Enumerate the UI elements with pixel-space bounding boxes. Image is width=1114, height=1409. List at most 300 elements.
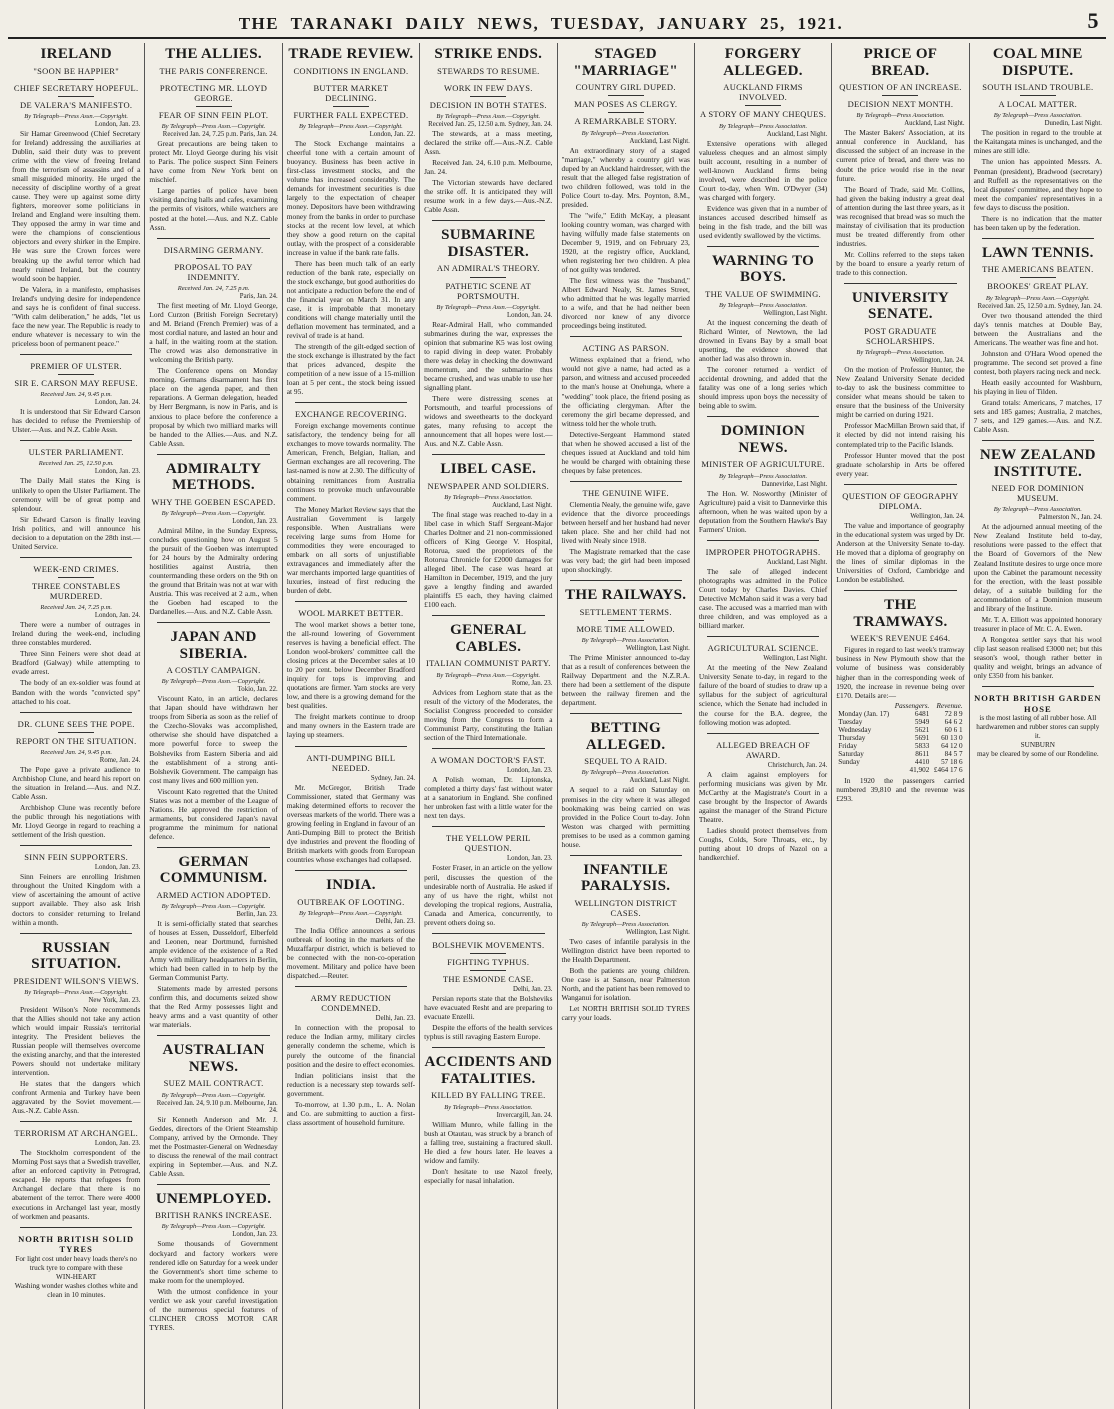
article-paragraph: Figures in regard to last week's tramway business in New Plymouth show that the volume of business was considerably higher than in the corresponding week of 1920, the increase in revenue being over £170. Details are:— (836, 645, 965, 700)
article-byline: By Telegraph—Press Association. (444, 1103, 533, 1111)
article-subheading: THE YELLOW PERIL QUESTION. (446, 833, 531, 854)
article-byline: By Telegraph—Press Assn.—Copyright. (161, 1091, 266, 1099)
table-cell: 60 6 1 (944, 725, 963, 734)
article-subheading: A LOCAL MATTER. (998, 99, 1078, 110)
article-paragraph: William Munro, while falling in the bush at Otautau, was struck by a branch of a falling tree, sustaining a fractured skull. He died a few hours later. He leaves a widow and family. (424, 1119, 553, 1165)
article-paragraph: The first witness was the "husband," Albert Edward Nealy, St. James Street, who admitted that he was legally married to a wife, and that he had neither been divorced nor knew of any divorce proceedings being instituted. (561, 276, 690, 331)
article-subheading: ULSTER PARLIAMENT. (28, 447, 124, 458)
article (699, 253, 827, 411)
article-headline: PRICE OF BREAD. (863, 46, 938, 79)
article-headline: ADMIRALTY METHODS. (165, 460, 262, 494)
article-subheading: AN ADMIRAL'S THEORY. (436, 263, 540, 274)
article-dateline: Rome, Jan. 23. (511, 679, 553, 687)
article-paragraph: Sir Kenneth Anderson and Mr. J. Geddes, directors of the Orient Steamship Company, arrived by the Ormonde. They met the Postmaster-General on Wednesday to discuss the renewal of the mail contract expiring in September.—Aus. and N.Z. Cable Assn. (149, 1114, 278, 1178)
article-separator (432, 220, 544, 221)
article-paragraph: Witness explained that a friend, who would not give a name, had acted as a parson, and witness and accused proceeded to the man's house at Onehunga, where a "wedding" took place, the friend posing as the officiating clergyman. After the ceremony the girl became depressed, and witness told her the whole truth. (561, 355, 690, 428)
article-subheading: MINISTER OF AGRICULTURE. (701, 459, 825, 470)
article-subheading: SINN FEIN SUPPORTERS. (24, 852, 129, 863)
article (12, 940, 140, 1116)
article-paragraph: Foreign exchange movements continue satisfactory, the tendency being for all exchanges to move towards normality. The American, French, Belgian, Italian, and German exchanges are all recovering. The last-named is now at 2.30. The difficulty of obtaining remittances from Australia continues to provoke much unfavourable comment. (286, 421, 416, 503)
article-byline: By Telegraph—Press Association. (719, 472, 808, 480)
article-dateline: Delhi, Jan. 23. (375, 917, 416, 925)
article-byline: By Telegraph—Press Assn.—Copyright. (299, 123, 403, 131)
column-4 (420, 43, 557, 1409)
article-dateline: Palmerston N., Jan. 24. (1038, 514, 1102, 522)
table-cell: 60 13 0 (941, 733, 963, 742)
article-headline: UNIVERSITY SENATE. (851, 289, 950, 323)
article-paragraph: The Master Bakers' Association, at its annual conference in Auckland, has discussed the subject of an increase in the current price of bread, and there was no doubt the price would rise in the near future. (836, 128, 965, 183)
table-total-row (836, 766, 964, 774)
article-paragraph: The sale of alleged indecent photographs was admitted in the Police Court today by Charles Davies. Chief Detective McMahon said it was a very bad case. The accused was a married man with three children, and was employed as a billiard marker. (698, 566, 828, 631)
article-subheading: THE PARIS CONFERENCE. (159, 65, 268, 76)
article (699, 740, 827, 863)
masthead-title: THE TARANAKI DAILY NEWS, TUESDAY, JANUARY 25, 1921. (238, 14, 844, 33)
article-separator (707, 416, 819, 417)
article-paragraph: Detective-Sergeant Hammond stated that when he showed accused a list of the cheques issued at Auckland and told him he would be charged with obtaining these cheques by false pretences. (561, 429, 690, 475)
advertisement (12, 1234, 140, 1300)
subheading-rule (608, 112, 644, 113)
article-subheading: ARMED ACTION ADOPTED. (156, 889, 271, 900)
article-paragraph: The Pope gave a private audience to Archbishop Clune, and heard his report on the situation in Ireland.—Aus. and N.Z. Cable Assn. (12, 764, 141, 802)
article-separator (295, 986, 407, 987)
article-subheading: CHIEF SECRETARY HOPEFUL. (13, 82, 139, 93)
subheading-rule (608, 95, 644, 96)
article-separator (20, 712, 132, 713)
article-separator (432, 454, 544, 455)
table-cell: 5621 (914, 725, 930, 734)
article (699, 547, 827, 630)
article (12, 719, 140, 840)
article-subheading: ANTI-DUMPING BILL NEEDED. (306, 752, 396, 773)
article-paragraph: Large parties of police have been visiting dancing halls and cafes, examining the permits of visitors, while watchers are posted at the hotel.—Aus. and N.Z. Cable Assn. (149, 186, 278, 232)
article-paragraph: The freight markets continue to droop and many owners in the Eastern trade are laying up steamers. (286, 712, 416, 740)
article-subheading: POST GRADUATE SCHOLARSHIPS. (864, 325, 937, 347)
article-subheading: A REMARKABLE STORY. (574, 116, 677, 127)
article-paragraph: Professor MacMillan Brown said that, if it elected by did not intend raising his contemplated trip to the Pacific Islands. (836, 421, 965, 449)
subheading-rule (333, 106, 369, 107)
article-separator (295, 870, 407, 871)
article (287, 993, 415, 1127)
article-paragraph: Heath easily accounted for Washburn, his playing in lieu of Tilden. (973, 377, 1102, 396)
article-separator (844, 283, 956, 284)
article-paragraph: The "wife," Edith McKay, a pleasant looking country woman, was charged with having wilfully made false statements on December 9, 1919, and on February 23, 1920, at the registry office, Auckland, when registering her two children. A plea of not guilty was tendered. (561, 210, 690, 274)
article (149, 46, 277, 232)
article (12, 361, 140, 434)
article-dateline: Tokio, Jan. 22. (237, 686, 278, 694)
advertisement-line: may be cleared by some of our Rondeline. (976, 750, 1099, 759)
article-paragraph: The Stockholm correspondent of the Morning Post says that a Swedish traveller, after an enforced captivity in Petrograd, escaped. He reports that refugees from Archangel declare that there is no abatement of the terror. There were 4000 executions in Archangel last year, mostly of workmen and peasants. (12, 1148, 141, 1221)
article (974, 447, 1102, 680)
article-paragraph: The Conference opens on Monday morning. Germans disarmament has first place on the agenda paper, and then reparations. A German delegation, headed by Herr Bergmann, is now in Paris, and is anxious to place before the conference a proposal by which two milliard marks will be handed to the Allies.—Aus. and N.Z. Cable Assn. (149, 366, 278, 448)
article-paragraph: The final stage was reached to-day in a libel case in which Staff Sergeant-Major Charles Doltner and 21 non-commissioned officers of King George V. Hospital, Rotorua, sued the proprietors of the Rotorua Chronicle for £2000 damages for alleged libel. The case was heard at Hamilton in December, 1919, and the jury gave a lengthy finding and awarded plaintiffs £5 each, they having claimed £100 each. (424, 510, 553, 610)
article (12, 46, 140, 348)
article-headline: STRIKE ENDS. (434, 46, 543, 62)
article-headline: THE RAILWAYS. (565, 587, 687, 604)
article-byline: By Telegraph—Press Assn.—Copyright. (436, 303, 541, 311)
table-total-cell: £464 17 6 (933, 765, 963, 774)
article-separator (432, 1047, 544, 1048)
article-subheading: PROPOSAL TO PAY INDEMNITY. (174, 261, 253, 282)
article-paragraph: The Victorian stewards have declared the strike off. It is anticipated they will resume work in a few days.—Aus.-N.Z. Cable Assn. (424, 178, 553, 215)
article-byline: By Telegraph—Press Assn.—Copyright. (24, 113, 129, 121)
article-subheading: STEWARDS TO RESUME. (437, 65, 540, 76)
subheading-rule (58, 96, 94, 97)
article-separator (295, 402, 407, 403)
article-subheading: ACTING AS PARSON. (582, 343, 670, 354)
article-dateline: Sydney, Jan. 24. (370, 774, 416, 782)
article (562, 343, 690, 475)
article-subheading: ARMY REDUCTION CONDEMNED. (310, 993, 392, 1014)
article-subheading: THREE CONSTABLES MURDERED. (31, 580, 121, 602)
article-paragraph: At the meeting of the New Zealand University Senate to-day, in regard to the failure of the board of studies to draw up a syllabus for the subject of agricultural science, which the Senate had included in the course for the B.A. degree, the following motion was adopted. (698, 663, 828, 727)
article-subheading: FEAR OF SINN FEIN PLOT. (158, 110, 269, 121)
subheading-rule (470, 96, 506, 97)
article-separator (295, 601, 407, 602)
table-cell: 57 18 6 (941, 757, 963, 766)
subheading-rule (58, 79, 94, 80)
article-paragraph: De Valera, in a manifesto, emphasises Ireland's undying desire for independence and says he is confident of final success. "With calm deliberation," he adds, "let us face the new year. The Republic is ready to endure whatever is necessary to win the priceless boon of permanent peace." (12, 284, 141, 348)
article-dateline: Wellington, Last Night. (625, 645, 690, 653)
article-paragraph: The Prime Minister announced to-day that as a result of conferences between the Railway Department and the N.Z.R.A. there had been a settlement of the dispute between the railway firemen and the department. (561, 653, 690, 708)
table-cell: Saturday (838, 749, 864, 758)
article-paragraph: Foster Fraser, in an article on the yellow peril, discusses the question of the undesirable north of Australia. He asked if any of us have the right, whilst not developing the tropical regions, Australia, Canada and America, concurrently, to prevent others doing so. (424, 863, 553, 927)
table-cell: 72 8 9 (944, 709, 963, 718)
article-paragraph: The wool market shows a better tone, the all-round lowering of Government reserves is having a beneficial effect. The London wool-brokers' committee call the closing prices at the December sales at 10 to 20 per cent. below December Bradford inquiry for tops is improving and quotations are firmer. Yarn stocks are very low, and there is a growing demand for the best qualities. (286, 620, 416, 711)
article-paragraph: Three Sinn Feiners were shot dead at Bradford (Galway) while attempting to evade arrest. (12, 649, 141, 677)
article-separator (570, 713, 682, 714)
article-paragraph: Sir Edward Carson is finally leaving Irish politics, and will announce his decision to a deputation on the 28th inst.—United Service. (12, 514, 141, 551)
table-row (836, 710, 964, 718)
article-separator (20, 1121, 132, 1122)
article-paragraph: Despite the efforts of the health services typhus is still ravaging Eastern Europe. (424, 1023, 553, 1042)
article-paragraph: On the motion of Professor Hunter, the New Zealand University Senate decided to-day to ask the business committee to consider what means should be taken to ensure that the business of the University might be carried on during 1921. (836, 365, 965, 420)
article (12, 564, 140, 706)
article-separator (707, 540, 819, 541)
article-dateline: Auckland, Last Night. (904, 120, 965, 128)
article (562, 46, 690, 330)
article-separator (844, 590, 956, 591)
article (424, 227, 552, 448)
article-byline: Received Jan. 24, 7.25 p.m. (40, 604, 113, 612)
article-subheading: AGRICULTURAL SCIENCE. (707, 643, 819, 654)
table-cell: 64 6 2 (944, 717, 963, 726)
article-headline: AUSTRALIAN NEWS. (162, 1042, 265, 1075)
article-dateline: Christchurch, Jan. 24. (767, 761, 828, 769)
article-dateline: London, Jan. 23. (507, 766, 553, 774)
article-subheading: DR. CLUNE SEES THE POPE. (17, 718, 135, 729)
article-separator (432, 826, 544, 827)
article-headline: ACCIDENTS AND FATALITIES. (424, 1054, 553, 1087)
article-headline: INFANTILE PARALYSIS. (581, 861, 671, 895)
article-separator (20, 933, 132, 934)
article-paragraph: Grand totals: Americans, 7 matches, 17 sets and 185 games; Australia, 2 matches, 7 sets, and 129 games.—Aus. and N.Z. Cable Assn. (973, 397, 1102, 434)
subheading-rule (470, 953, 506, 954)
article-paragraph: A Polish woman, Dr. Liptonska, completed a thirty days' fast without water at a sanatorium in England. She confined her unbroken fast with a little water for the next ten days. (424, 774, 553, 821)
column-2 (145, 43, 282, 1409)
article-byline: By Telegraph—Press Association. (856, 112, 945, 120)
article-paragraph: Persian reports state that the Bolsheviks have evacuated Resht and are preparing to evacuate Enzelli. (424, 994, 553, 1022)
article-byline: By Telegraph—Press Assn.—Copyright. (24, 988, 129, 996)
article-paragraph: He states that the dangers which confront Armenia and Turkey have been aggravated by the Soviet movement.—Aus.-N.Z. Cable Assn. (12, 1079, 141, 1116)
article-dateline: Received Jan. 24, 9.10 p.m. Melbourne, Jan. 24. (156, 1099, 278, 1114)
article-headline: UNEMPLOYED. (155, 1190, 272, 1207)
table-cell: Sunday (838, 757, 860, 766)
advertisement-line: is the most lasting of all rubber hose. All hardwaremen and rubber stores can supply it. (976, 714, 1100, 741)
article-paragraph: Two cases of infantile paralysis in the Wellington district have been reported to the Health Department. (561, 937, 690, 965)
article (836, 290, 964, 478)
subheading-rule (608, 620, 644, 621)
article-subheading: REPORT ON THE SITUATION. (15, 735, 137, 746)
article-separator (157, 454, 269, 455)
table-cell: Tuesday (838, 717, 863, 726)
article-dateline: Dannevirke, Last Night. (761, 480, 828, 488)
article-headline: INDIA. (326, 877, 376, 894)
article-paragraph: Admiral Milne, in the Sunday Express, concludes questioning how on August 5 the pursuit of the Goeben was interrupted for 24 hours by the Admiralty ordering hostilities against Austria, then countermanding these orders on the 9th on the ground that Britain was not at war with Austria. This was received at 2 a.m., when the Goeben had escaped to the Dardanelles.—Aus. and N.Z. Cable Assn. (149, 525, 278, 617)
article-byline: By Telegraph—Press Assn.—Copyright. (161, 678, 266, 686)
article-headline: THE TRAMWAYS. (853, 597, 948, 630)
article-paragraph: It is semi-officially stated that searches of houses at Essen, Dusseldorf, Elberfeld and Leonen, near Dortmund, furnished ample evidence of the existence of a Red Army with military headquarters in Berlin, which had been called in to help by the German Communist Party. (149, 919, 278, 983)
article-byline: By Telegraph—Press Association. (581, 921, 670, 929)
article-subheading: CONDITIONS IN ENGLAND. (293, 65, 409, 76)
article-subheading: SEQUEL TO A RAID. (584, 756, 668, 767)
advertisement-line: WIN-HEART (56, 1272, 97, 1281)
article-paragraph: Let NORTH BRITISH SOLID TYRES carry your loads. (561, 1004, 690, 1023)
article-subheading: NEWSPAPER AND SOLDIERS. (427, 480, 550, 491)
article-dateline: London, Jan. 23. (94, 121, 141, 129)
article-subheading: DECISION IN BOTH STATES. (429, 99, 547, 110)
article-separator (157, 1184, 269, 1185)
article-separator (982, 440, 1094, 441)
article-paragraph: The position in regard to the trouble at the Kaitangata mines is unchanged, and the mines are still idle. (973, 128, 1102, 156)
subheading-rule (196, 258, 232, 259)
article-paragraph: To-morrow, at 1.30 p.m., L. A. Nolan and Co. are submitting to auction a first-class assortment of household furniture. (286, 1099, 416, 1127)
article-paragraph: Don't hesitate to use Nazol freely, especially for nasal inhalation. (424, 1166, 553, 1185)
article-paragraph: Clementia Nealy, the genuine wife, gave evidence that the divorce proceedings between herself and her husband had never taken place. She and her child had not lived with Nealy since 1918. (561, 499, 690, 546)
article-separator (295, 746, 407, 747)
article-separator (844, 484, 956, 485)
subheading-rule (58, 374, 94, 375)
article (974, 245, 1102, 434)
article-headline: TRADE REVIEW. (288, 46, 414, 62)
table-header-cell (836, 702, 892, 710)
article-subheading: BROOKES' GREAT PLAY. (987, 281, 1089, 292)
article-dateline: Wellington, Jan. 24. (910, 513, 965, 520)
column-8 (970, 43, 1106, 1409)
table-cell: 5949 (914, 717, 930, 726)
table-header-cell: Passengers. (894, 701, 930, 710)
article-separator (432, 615, 544, 616)
article-byline: By Telegraph—Press Assn.—Copyright. (436, 113, 541, 121)
table-total-cell (836, 766, 892, 774)
article-byline: By Telegraph—Press Assn.—Copyright. (161, 1223, 266, 1231)
article (424, 940, 552, 1042)
article (836, 597, 964, 802)
article-separator (157, 847, 269, 848)
article-headline: LIBEL CASE. (440, 461, 537, 478)
article-separator (707, 246, 819, 247)
article-paragraph: An extraordinary story of a staged "marriage," whereby a country girl was duped by an Auckland hairdresser, with the result that the alleged false registration of two children followed, was told in the Police Court to-day. Mrs. Poynton, 8.M., presided. (561, 145, 690, 209)
article-headline: LAWN TENNIS. (981, 244, 1094, 261)
article (699, 643, 827, 726)
article-paragraph: Evidence was given that in a number of instances accused described himself as being in the fish trade, and the bill was used evidently swallowed by the victims. (698, 203, 828, 240)
subheading-rule (745, 105, 781, 106)
article-paragraph: Over two thousand attended the third day's tennis matches at Double Bay, between the Australians and the Americans. The weather was fine and hot. (973, 310, 1102, 347)
article-subheading: MAN POSES AS CLERGY. (574, 99, 678, 110)
article-subheading: WHY THE GOEBEN ESCAPED. (151, 496, 276, 507)
article-byline: Received Jan. 24, 9.45 p.m. (40, 391, 113, 399)
advertisement-heading: NORTH BRITISH SOLID TYRES (18, 1233, 135, 1255)
article-paragraph: The stewards, at a mass meeting, declared the strike off.—Aus.-N.Z. Cable Assn. (424, 129, 553, 157)
article-byline: By Telegraph—Press Association. (719, 302, 808, 310)
article-dateline: Invercargill, Jan. 24. (496, 1111, 553, 1119)
article-paragraph: The union has appointed Messrs. A. Penman (president), Bradwood (secretary) and Ruffell as the representatives on the local disputes' committee, and they hope to meet the companies' representatives in a few days to discuss the position. (973, 157, 1102, 212)
article-paragraph: The Money Market Review says that the Australian Government is largely responsible. When Australians were receiving large sums from Home for commodities they were encouraged to embark on all sorts of unjustifiable extravagances and immediately after the war merchants imported large quantities of luxuries, instead of first reducing the burden of debt. (286, 504, 416, 595)
article-byline: By Telegraph—Press Assn.—Copyright. (161, 509, 266, 517)
article-paragraph: The Magistrate remarked that the case was very bad; the girl had been imposed upon shockingly. (561, 547, 690, 575)
article-subheading: WEEK'S REVENUE £464. (850, 633, 951, 644)
article-paragraph: There were distressing scenes at Portsmouth, and tearful processions of widows and sweethearts to the dockyard gates, many refusing to accept the announcement that all hopes were lost.—Aus. and N.Z. Cable Assn. (424, 394, 553, 449)
article-headline: NEW ZEALAND INSTITUTE. (979, 447, 1096, 480)
article-subheading: MORE TIME ALLOWED. (576, 623, 675, 634)
article-byline: By Telegraph—Press Association. (993, 112, 1082, 120)
article-separator (20, 354, 132, 355)
table-cell: 5833 (914, 741, 930, 750)
article-byline: Received Jan. 25, 12.50 p.m. (38, 460, 114, 468)
article (424, 755, 552, 820)
article-dateline: Wellington, Last Night. (763, 310, 828, 318)
article-subheading: WEEK-END CRIMES. (33, 563, 119, 574)
subheading-rule (1020, 277, 1056, 278)
article-paragraph: There is no indication that the matter has been taken up by the federation. (973, 213, 1102, 232)
article-paragraph: Mr. Collins referred to the steps taken by the board to ensure a yearly return of trade to this connection. (836, 249, 965, 277)
article (424, 833, 552, 927)
article-subheading: QUESTION OF AN INCREASE. (839, 82, 962, 92)
ad-separator (20, 1227, 132, 1228)
article (12, 1128, 140, 1220)
columns-container (8, 43, 1106, 1409)
article-subheading: PREMIER OF ULSTER. (30, 360, 122, 371)
article-subheading: BRITISH RANKS INCREASE. (155, 1210, 272, 1221)
article-subheading: A WOMAN DOCTOR'S FAST. (430, 754, 546, 765)
article-dateline: London, Jan. 24. (507, 311, 553, 319)
advertisement-line: Washing wonder washes clothes white and clean in 10 minutes. (14, 1281, 138, 1299)
article-subheading: WOOL MARKET BETTER. (298, 607, 404, 618)
article-subheading: ITALIAN COMMUNIST PARTY. (425, 658, 551, 669)
article-subheading: SIR E. CARSON MAY REFUSE. (14, 378, 138, 388)
article-subheading: THE GENUINE WIFE. (582, 487, 669, 498)
column-3 (283, 43, 420, 1409)
article-subheading: DE VALERA'S MANIFESTO. (20, 99, 133, 110)
article-subheading: COUNTRY GIRL DUPED. (575, 82, 676, 92)
article (287, 46, 415, 396)
table-cell: Thursday (838, 733, 866, 742)
article (12, 447, 140, 550)
table-cell: 5691 (914, 733, 930, 742)
article (287, 608, 415, 740)
article-subheading: THE VALUE OF SWIMMING. (705, 288, 821, 299)
article (562, 587, 690, 707)
table-cell: 4410 (914, 757, 930, 766)
table-row (836, 750, 964, 758)
article-dateline: Auckland, Last Night. (766, 130, 828, 138)
article-dateline: London, Jan. 22. (369, 131, 416, 139)
article-byline: By Telegraph—Press Association. (719, 122, 808, 130)
article-byline: By Telegraph—Press Association. (444, 494, 533, 502)
table-row (836, 734, 964, 742)
article-separator (707, 636, 819, 637)
article-separator (20, 845, 132, 846)
subheading-rule (470, 277, 506, 278)
article-dateline: Auckland, Last Night. (629, 777, 690, 785)
article-headline: THE ALLIES. (165, 46, 262, 62)
article-subheading: WORK IN FEW DAYS. (443, 82, 533, 93)
table-cell: Monday (Jan. 17) (838, 709, 890, 718)
article-paragraph: At the inquest concerning the death of Richard Winter, of Newtown, the lad drowned in Evans Bay by a small boat upsetting, the evidence showed that another lad was also thrown in. (698, 318, 828, 364)
article-paragraph: A Rongotea settler says that his wool clip last season realised £3000 net; but this season's wool, though rather better in quality and weight, brings an advance of only £350 from his banker. (973, 634, 1102, 680)
article-paragraph: The body of an ex-soldier was found at Bandon with the words "convicted spy" attached to his coat. (12, 678, 141, 706)
article-headline: BETTING ALLEGED. (585, 720, 666, 753)
article-paragraph: The Hon. W. Nosworthy (Minister of Agriculture) paid a visit to Dannevirke this afternoon, when he was waited upon by a deputation from the Southern Hawke's Bay Farmers' Union. (698, 488, 828, 534)
article-byline: Received Jan. 24, 9.45 p.m. (40, 748, 113, 756)
subheading-rule (58, 577, 94, 578)
subheading-rule (196, 106, 232, 107)
article-separator (157, 238, 269, 239)
article-subheading: "SOON BE HAPPIER" (33, 65, 120, 76)
article-subheading: SETTLEMENT TERMS. (579, 606, 672, 617)
article-subheading: FIGHTING TYPHUS. (447, 956, 530, 967)
article-paragraph: The coroner returned a verdict of accidental drowning, and added that the fatality was one of a long series which should impress upon boys the necessity of being able to swim. (698, 365, 828, 411)
article-paragraph: Some thousands of Government dockyard and factory workers were rendered idle on Saturday for a week under the Government's short time scheme to make room for the unemployed. (149, 1239, 278, 1285)
article (149, 1042, 277, 1177)
article-paragraph: A sequel to a raid on Saturday on premises in the city where it was alleged bookmaking was being carried on was provided in the Police Court to-day. John Weston was charged with permitting premises to be used as a common gaming house. (561, 785, 690, 849)
page-number: 5 (1087, 8, 1100, 33)
article-subheading: NEED FOR DOMINION MUSEUM. (991, 483, 1085, 504)
article-paragraph: Johnston and O'Hara Wood opened the programme. The second set proved a fine contest, both players racing neck and neck. (973, 348, 1102, 376)
article (287, 753, 415, 865)
article-subheading: SOUTH ISLAND TROUBLE. (982, 82, 1094, 92)
article-subheading: FURTHER FALL EXPECTED. (293, 110, 409, 121)
article (424, 46, 552, 214)
article-paragraph: Mr. McGregor, British Trade Commissioner, stated that Germany was making determined efforts to recover the overseas markets of the world. There was a growing feeling in England in favour of an Anti-Dumping Bill to protect the British dye industries and prevent the flooding of British markets with goods from European countries whose exchanges had collapsed. (286, 782, 416, 865)
article-dateline: Auckland, Last Night. (492, 502, 553, 510)
article-paragraph: With the utmost confidence in your verdict we ask your careful investigation of the numerous special features of CLINCHER CROSS MOTOR CAR TYRES. (149, 1286, 278, 1332)
article (287, 409, 415, 595)
article-separator (157, 1035, 269, 1036)
article-dateline: London, Jan. 23. (94, 468, 141, 476)
article-headline: GENERAL CABLES. (450, 622, 527, 655)
article-subheading: QUESTION OF GEOGRAPHY DIPLOMA. (842, 490, 959, 511)
article (424, 1054, 552, 1184)
column-6 (695, 43, 832, 1409)
article (12, 852, 140, 926)
article-dateline: London, Jan. 23. (232, 517, 278, 525)
article-headline: IRELAND (40, 46, 112, 62)
table-row (836, 718, 964, 726)
article-paragraph: Mr. T. A. Elliott was appointed honorary treasurer in place of Mr. C. A. Ewen. (973, 614, 1102, 633)
article (149, 854, 277, 1030)
article-dateline: Berlin, Jan. 23. (236, 911, 278, 918)
article-dateline: London, Jan. 23. (94, 864, 141, 872)
article-separator (20, 440, 132, 441)
article-paragraph: Indian politicians insist that the reduction is a necessary step towards self-government. (286, 1070, 416, 1098)
article-dateline: Wellington, Last Night. (625, 929, 690, 937)
article-paragraph: The Daily Mail states the King is unlikely to open the Ulster Parliament. The ceremony will be of great pomp and splendour. (12, 476, 141, 513)
article-headline: JAPAN AND SIBERIA. (170, 629, 257, 662)
article-separator (707, 733, 819, 734)
article-byline: By Telegraph—Press Assn.—Copyright. (436, 671, 541, 679)
article-paragraph: Sir Hamar Greenwood (Chief Secretary for Ireland) addressing the auxiliaries at Dublin, said their duty was to prevent crime with the view of freeing Ireland from the terrorism of assassins and of a small misguided minority. He urged the necessity of discipline worthy of a great cause. They were up against some dirty fighters, moreover some politicians in Ireland and England were insulting them. They opposed the army in war time and were the champions of conscientious objectors and every shirker in the Empire. He was sure the Crown forces were breaking up the awful terror which had nearly ruined Ireland, but the country would soon be happier. (12, 129, 141, 283)
article-dateline: London, Jan. 23. (94, 1140, 141, 1148)
